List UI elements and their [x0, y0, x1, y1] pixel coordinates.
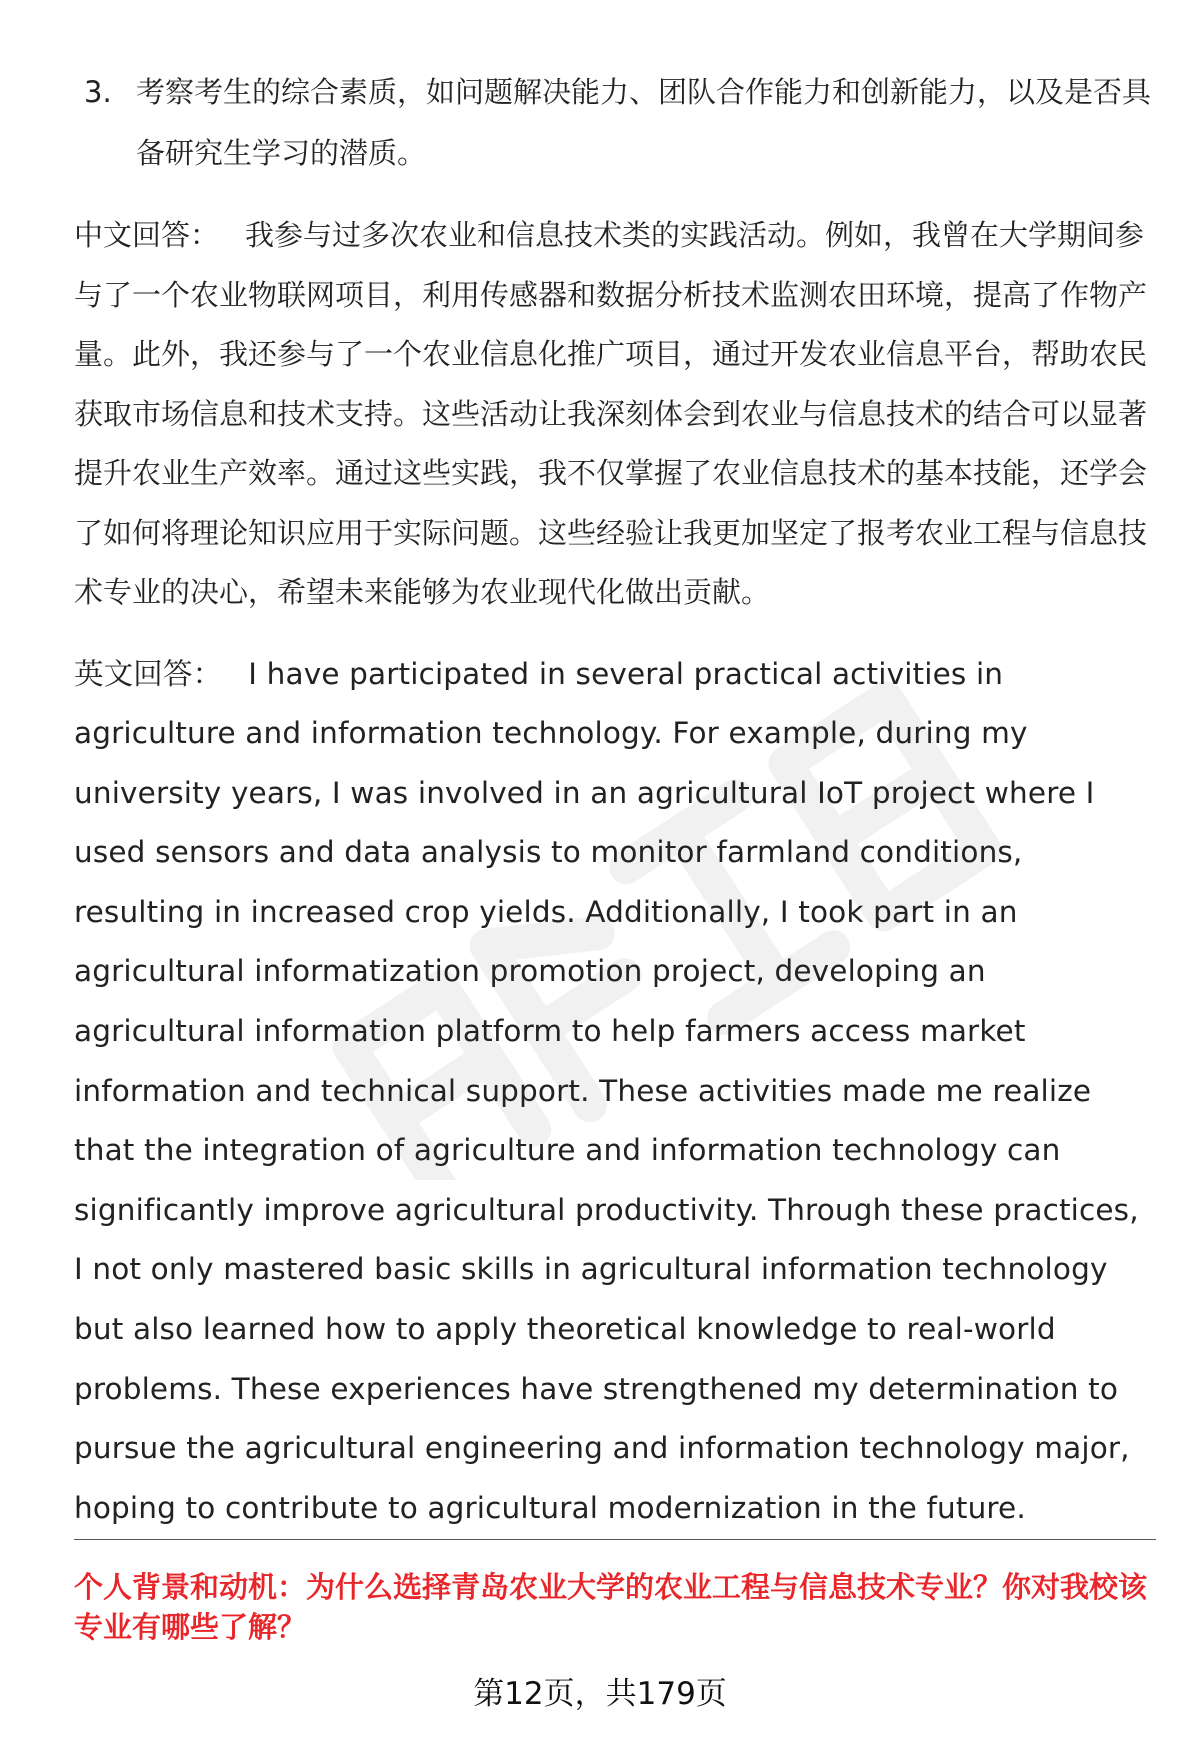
section-divider [74, 1539, 1156, 1540]
chinese-answer-text: 我参与过多次农业和信息技术类的实践活动。例如，我曾在大学期间参与了一个农业物联网项目，利用传感器和数据分析技术监测农田环境，提高了作物产量。此外，我还参与了一个农业信息化推广项目，通过开发农业信息平台，帮助农民获取市场信息和技术支持。这些活动让我深刻体会到农业与信息技术的结合可以显著提升农业生产效率。通过这些实践，我不仅掌握了农业信息技术的基本技能，还学会了如何将理论知识应用于实际问题。这些经验让我更加坚定了报考农业工程与信息技术专业的决心，希望未来能够为农业现代化做出贡献。 [74, 218, 1148, 609]
page-number: 第12页，共179页 [473, 1676, 727, 1712]
english-answer-label: 英文回答： [74, 656, 223, 691]
chinese-answer-label: 中文回答： [74, 218, 220, 252]
chinese-answer [74, 206, 1156, 623]
list-item-text: 考察考生的综合素质，如问题解决能力、团队合作能力和创新能力，以及是否具备研究生学习的潜质。 [136, 75, 1152, 170]
question-heading: 个人背景和动机：为什么选择青岛农业大学的农业工程与信息技术专业？你对我校该专业有哪些了解？ [74, 1570, 1148, 1644]
list-item-number: 3. [84, 75, 112, 109]
english-answer-text: I have participated in several practical activities in agriculture and information technology. For example, during my university years, I was involved in an agricultural IoT project where I used sensors and data analysis to monitor farmland conditions, resulting in increased crop yields. Additionally, I took part in an agricultural informatization promotion project, developing an agricultural information platform to help farmers access market information and technical support. These activities made me realize that the integration of agriculture and information technology can significantly improve agricultural productivity. Through these practices, I not only mastered basic skills in agricultural information technology but also learned how to apply theoretical knowledge to real-world problems. These experiences have strengthened my determination to pursue the agricultural engineering and information technology major, hoping to contribute to agricultural modernization in the future. [74, 656, 1139, 1525]
english-answer [74, 645, 1156, 1539]
list-item [74, 62, 1156, 184]
